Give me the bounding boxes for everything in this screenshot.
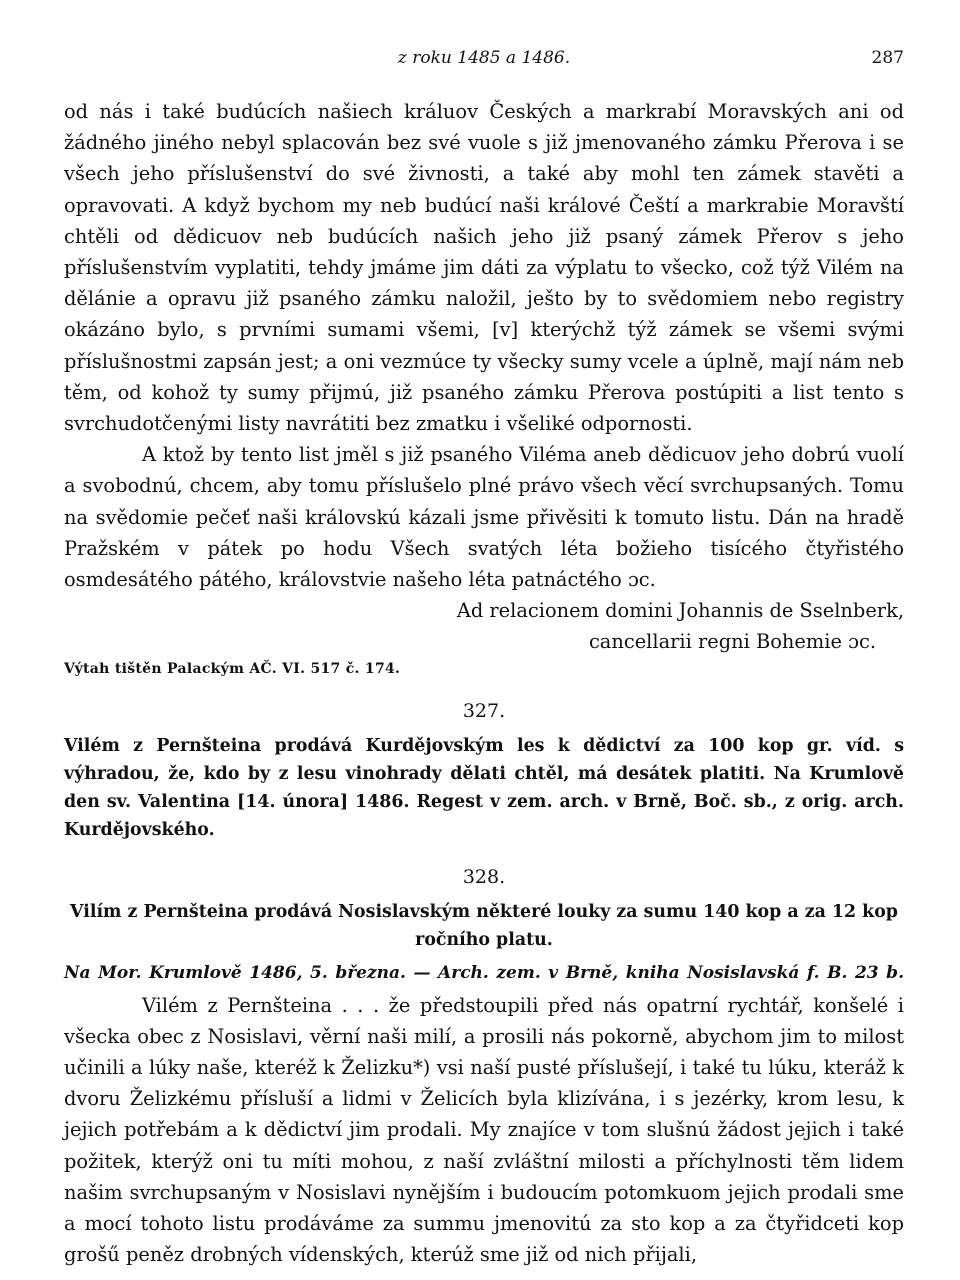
dating-line: Na Mor. Krumlově 1486, 5. března. — Arch. zem. v Brně, kniha Nosislavská f. B. 23 b. xyxy=(64,962,904,983)
document-number: 328. xyxy=(462,865,506,888)
paragraph: Vilém z Pernšteina . . . že předstoupili před nás opatrní rychtář, konšelé i všecka obec z Nosislavi, věrní naši milí, a prosili nás pokorně, abychom jim to milost učinili a lúky naše, kteréž k Želizku*) vsi naší pusté příslušejí, i také tu lúku, kteráž k dvoru Želizkému přísluší a lidmi v Želicích byla klizívána, i s jezérky, krom lesu, k jejich potřebám a k dědictví jim prodali. My znajíce v tom slušnú žádost jejich i také požitek, kterýž oni tu míti mohou, z naší zvláštní milosti a příchylnosti těm lidem našim svrchupsaným v Nosislavi nynějším i budoucím potomkuom jejich prodali sme a mocí tohoto listu prodáváme za summu jmenovitú za sto kop a za čtyřidceti kop grošű peněz drobných vídenských, kterúž sme již od nich přijali, xyxy=(64,993,904,1267)
document-328-text xyxy=(64,990,904,1271)
page-number: 287 xyxy=(871,48,904,68)
document-326-text xyxy=(64,96,904,658)
source-note: Výtah tištěn Palackým AČ. VI. 517 č. 174. xyxy=(64,660,401,677)
paragraph: A ktož by tento list jměl s již psaného Viléma aneb dědicuov jeho dobrú vuolí a svobodnú, chcem, aby tomu příslušelo plné právo všech věcí svrchupsaných. Tomu na svědomie pečeť naši královskú kázali jsme přivěsiti k tomuto listu. Dán na hradě Pražském v pátek po hodu Všech svatých léta božieho tisícého čtyřistého osmdesátého pátého, královstvie našeho léta patnáctého ɔc. xyxy=(64,443,904,592)
document-page xyxy=(64,48,904,1270)
relation-line: Ad relacionem domini Johannis de Sselnberk, xyxy=(456,599,904,623)
running-title: z roku 1485 a 1486. xyxy=(397,48,571,68)
regest-327: Vilém z Pernšteina prodává Kurdějovským les k dědictví za 100 kop gr. víd. s výhradou, že, kdo by z lesu vinohrady dělati chtěl, má desátek platiti. Na Krumlově den sv. Valentina [14. února] 1486. Regest v zem. arch. v Brně, Boč. sb., z orig. arch. Kurdějovského. xyxy=(64,735,904,840)
regest-328: Vilím z Pernšteina prodává Nosislavským některé louky za sumu 140 kop a za 12 kop ročního platu. xyxy=(70,901,898,950)
running-head xyxy=(64,48,904,74)
relation-line: cancellarii regni Bohemie ɔc. xyxy=(588,630,876,654)
document-number: 327. xyxy=(462,699,506,722)
paragraph: od nás i také budúcích našiech králuov Českých a markrabí Moravských ani od žádného jiného nebyl splacován bez své vuole s již jmenovaného zámku Přerova i se všech jeho příslušenství do své živnosti, a také aby mohl ten zámek stavěti a opravovati. A když bychom my neb budúcí naši králové Čeští a markrabie Moravští chtěli od dědicuov neb budúcích našich jeho již psaný zámek Přerov s jeho příslušenstvím vyplatiti, tehdy jmáme jim dáti za výplatu to všecko, což týž Vilém na dělánie a opravu již psaného zámku naložil, ješto by to svědomiem nebo registry okázáno bylo, s prvními sumami všemi, [v] kterýchž týž zámek se všemi svými příslušnostmi zapsán jest; a oni vezmúce ty všecky sumy vcele a úplně, mají nám neb těm, od kohož ty sumy přijmú, již psaného zámku Přerova postúpiti a list tento s svrchudotčenými listy navrátiti bez zmatku i všeliké odpornosti. xyxy=(64,100,904,436)
